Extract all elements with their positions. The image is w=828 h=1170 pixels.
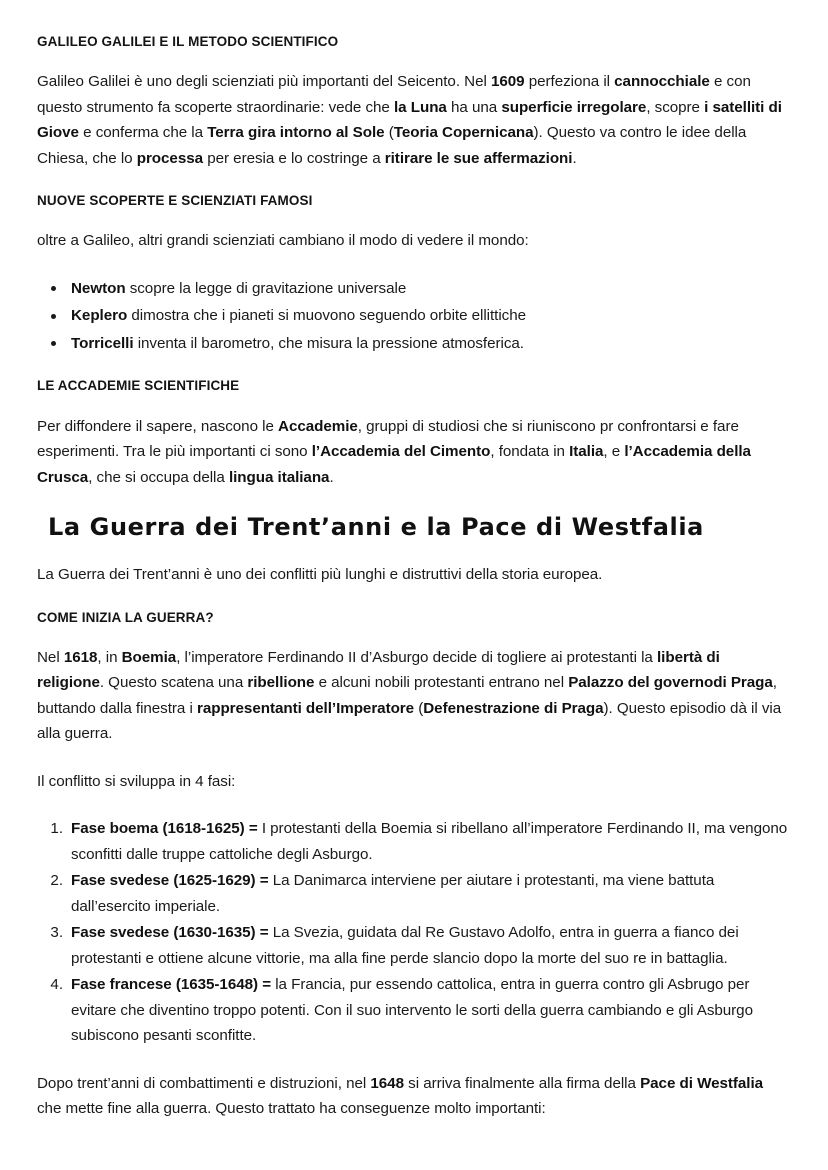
plain-text: .	[329, 468, 334, 486]
paragraph-inizio-guerra	[37, 645, 790, 747]
plain-text: Galileo Galilei è uno degli scienziati più importanti del Seicento. Nel	[37, 73, 491, 91]
plain-text: (	[414, 699, 424, 717]
plain-text: , scopre	[646, 98, 705, 116]
list-marker: 4.	[50, 976, 63, 994]
emphasis-text: 1648	[370, 1074, 404, 1092]
emphasis-text: Boemia	[121, 648, 177, 666]
plain-text: si arriva finalmente alla firma della	[403, 1074, 641, 1092]
plain-text: e conferma che la	[78, 124, 208, 142]
bullet-dot-icon	[51, 286, 56, 291]
plain-text: Dopo trent’anni di combattimenti e distruzioni, nel	[37, 1074, 371, 1092]
paragraph-nuove-scoperte-intro: oltre a Galileo, altri grandi scienziati cambiano il modo di vedere il mondo:	[37, 232, 529, 250]
emphasis-text: l’Accademia del Cimento	[311, 443, 491, 461]
plain-text: Per diffondere il sapere, nascono le	[37, 417, 279, 435]
emphasis-text: libertà di religione	[37, 648, 720, 692]
heading-nuove-scoperte: NUOVE SCOPERTE E SCIENZIATI FAMOSI	[37, 193, 313, 209]
plain-text: , in	[97, 648, 122, 666]
plain-text: , e	[603, 443, 625, 461]
scienziato-name: Keplero	[71, 307, 128, 325]
emphasis-text: lingua italiana	[228, 468, 330, 486]
emphasis-text: ritirare le sue affermazioni	[384, 149, 573, 167]
fase-label: Fase svedese (1625-1629) =	[71, 872, 269, 890]
heading-accademie-scientifiche: LE ACCADEMIE SCIENTIFICHE	[37, 378, 240, 394]
paragraph-galileo	[37, 69, 790, 171]
emphasis-text: 1609	[490, 73, 525, 91]
plain-text: , che si occupa della	[88, 468, 229, 486]
scienziato-desc: dimostra che i pianeti si muovono seguendo orbite ellittiche	[127, 307, 527, 325]
emphasis-text: Terra gira intorno al Sole	[207, 124, 385, 142]
paragraph-fasi-intro: Il conflitto si sviluppa in 4 fasi:	[37, 772, 236, 790]
plain-text: . Questo scatena una	[99, 674, 248, 692]
list-item	[37, 868, 790, 919]
list-item	[37, 816, 790, 867]
list-marker: 3.	[50, 924, 63, 942]
emphasis-text: cannocchiale	[614, 73, 710, 91]
page-title-guerra-trentanni: La Guerra dei Trent’anni e la Pace di Westfalia	[48, 513, 704, 542]
plain-text: perfeziona il	[524, 73, 615, 91]
list-item	[37, 920, 790, 971]
scienziato-name: Newton	[71, 279, 126, 297]
emphasis-text: Italia	[569, 443, 604, 461]
plain-text: , l’imperatore Ferdinando II d’Asburgo decide di togliere ai protestanti la	[176, 648, 657, 666]
plain-text: che mette fine alla guerra. Questo trattato ha conseguenze molto importanti:	[37, 1100, 546, 1118]
heading-come-inizia-la-guerra: COME INIZIA LA GUERRA?	[37, 609, 214, 625]
scienziato-name: Torricelli	[71, 334, 134, 352]
emphasis-text: ribellione	[247, 674, 315, 692]
heading-galileo-metodo-scientifico: GALILEO GALILEI E IL METODO SCIENTIFICO	[37, 34, 339, 49]
plain-text: , gruppi di studiosi che si riuniscono pr confrontarsi e fare esperimenti. Tra le più importanti ci sono	[37, 417, 739, 461]
paragraph-conclusione-westfalia	[37, 1071, 790, 1122]
emphasis-text: processa	[136, 149, 204, 167]
plain-text: e alcuni nobili protestanti entrano nel	[314, 674, 569, 692]
list-marker: 1.	[50, 820, 63, 838]
emphasis-text: rappresentanti dell’Imperatore	[196, 699, 415, 717]
plain-text: e con questo strumento fa scoperte straordinarie: vede che	[37, 73, 751, 116]
scienziati-list	[37, 276, 790, 357]
fase-label: Fase francese (1635-1648) =	[71, 976, 272, 994]
emphasis-text: Pace di Westfalia	[640, 1074, 764, 1092]
emphasis-text: la Luna	[394, 98, 447, 116]
plain-text: per eresia e lo costringe a	[203, 149, 385, 167]
list-item	[37, 303, 790, 329]
scienziato-desc: scopre la legge di gravitazione universale	[125, 279, 407, 297]
paragraph-guerra-intro: La Guerra dei Trent’anni è uno dei conflitti più lunghi e distruttivi della storia europea.	[37, 566, 603, 584]
emphasis-text: 1618	[63, 648, 98, 666]
plain-text: ha una	[446, 98, 502, 116]
emphasis-text: Teoria Copernicana	[393, 124, 534, 142]
scienziato-desc: inventa il barometro, che misura la pressione atmosferica.	[133, 334, 524, 352]
fase-text: I protestanti della Boemia si ribellano all’imperatore Ferdinando II, ma vengono sconfitti dalle truppe cattoliche degli Asburgo.	[71, 820, 788, 863]
bullet-dot-icon	[51, 314, 56, 319]
plain-text: , buttando dalla finestra i	[37, 674, 777, 717]
fase-label: Fase boema (1618-1625) =	[71, 820, 258, 838]
fase-label: Fase svedese (1630-1635) =	[71, 924, 269, 942]
fase-text: la Francia, pur essendo cattolica, entra in guerra contro gli Asbrugo per evitare che diventino troppo potenti. Con il suo intervento le sorti della guerra cambiando e gli Asburgo subiscono pesanti sconfitte.	[71, 976, 753, 1045]
emphasis-text: Accademie	[278, 417, 358, 435]
plain-text: ). Questo va contro le idee della Chiesa, che lo	[37, 124, 747, 167]
plain-text: .	[572, 149, 577, 167]
fasi-list	[37, 816, 790, 1049]
fase-text: La Danimarca interviene per aiutare i protestanti, ma viene battuta dall’esercito imperiale.	[71, 872, 715, 915]
plain-text: Nel	[37, 648, 64, 666]
emphasis-text: l’Accademia della Crusca	[37, 443, 751, 486]
paragraph-accademie	[37, 414, 790, 491]
emphasis-text: i satelliti di Giove	[37, 98, 782, 142]
list-marker: 2.	[50, 872, 63, 890]
plain-text: , fondata in	[490, 443, 570, 461]
bullet-dot-icon	[51, 341, 56, 346]
emphasis-text: Defenestrazione di Praga	[423, 699, 604, 717]
fase-text: La Svezia, guidata dal Re Gustavo Adolfo, entra in guerra a fianco dei protestanti e ottiene alcune vittorie, ma alla fine perde slancio dopo la morte del suo re in battaglia.	[71, 924, 739, 967]
emphasis-text: superficie irregolare	[501, 98, 647, 116]
plain-text: (	[384, 124, 394, 142]
plain-text: ). Questo episodio dà il via alla guerra.	[37, 699, 782, 743]
list-item	[37, 972, 790, 1049]
emphasis-text: Palazzo del governodi Praga	[568, 674, 773, 692]
list-item	[37, 276, 790, 302]
list-item	[37, 331, 790, 357]
